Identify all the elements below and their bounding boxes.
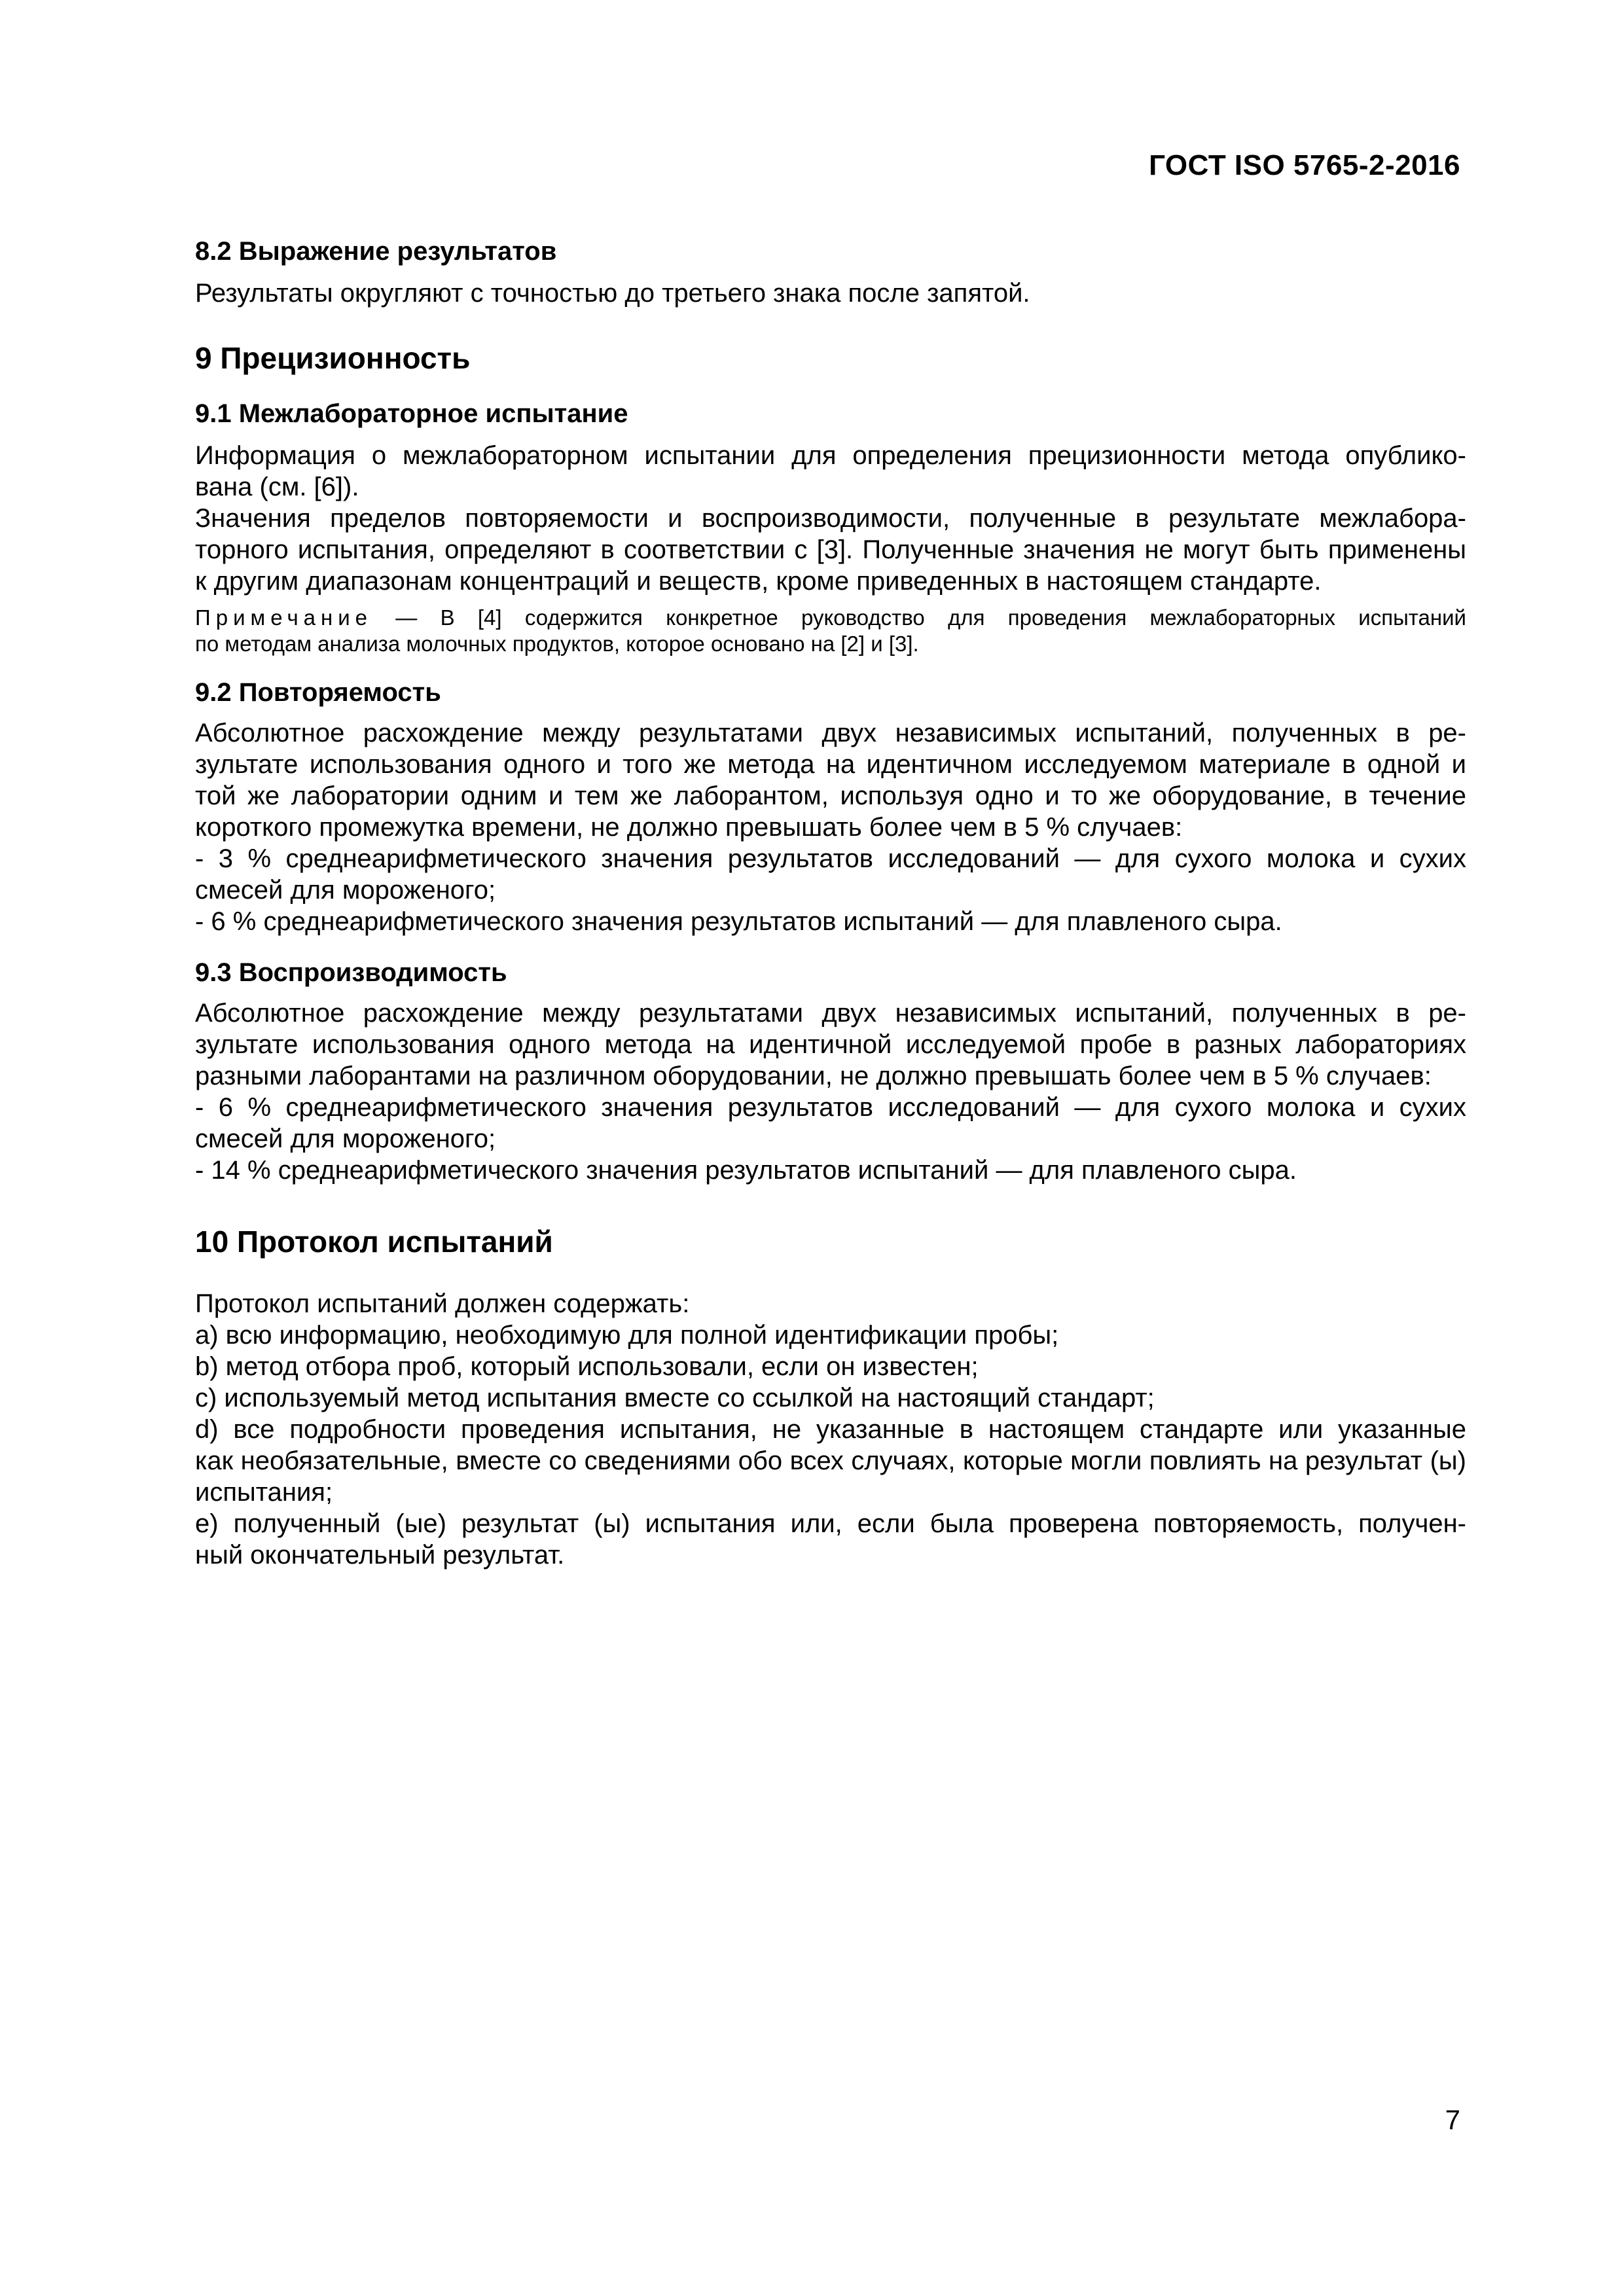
note-line xyxy=(195,605,1466,631)
text-line: смесей для мороженого; xyxy=(195,876,496,905)
page-number: 7 xyxy=(1445,2104,1460,2135)
text-line: к другим диапазонам концентраций и веществ, кроме приведенных в настоящем стандарте. xyxy=(195,567,1322,596)
protocol-item-c: с) используемый метод испытания вместе со ссылкой на настоящий стандарт; xyxy=(195,1384,1155,1412)
note-label: Примечание xyxy=(195,605,373,630)
text-line: - 3 % среднеарифметического значения результатов исследований — для сухого молока и сухих xyxy=(195,844,1466,873)
paragraph-8-2: Результаты округляют с точностью до третьего знака после запятой. xyxy=(195,279,1030,308)
text-line: как необязательные, вместе со сведениями обо всех случаях, которые могли повлиять на результат (ы) xyxy=(195,1446,1466,1475)
heading-9-3: 9.3 Воспроизводимость xyxy=(195,958,507,987)
list-item-9-2-1 xyxy=(195,843,1466,906)
note-text: — В [4] содержится конкретное руководство для проведения межлабораторных испытаний xyxy=(372,605,1466,630)
text-line: ный окончательный результат. xyxy=(195,1541,565,1570)
note-9-1 xyxy=(195,605,1466,657)
heading-10: 10 Протокол испытаний xyxy=(195,1225,553,1259)
text-line: Абсолютное расхождение между результатами двух независимых испытаний, полученных в ре- xyxy=(195,999,1466,1028)
paragraph-9-1-info xyxy=(195,440,1466,503)
paragraph-9-3 xyxy=(195,997,1466,1092)
protocol-item-e xyxy=(195,1508,1466,1571)
text-line: испытания; xyxy=(195,1478,333,1507)
heading-9-2: 9.2 Повторяемость xyxy=(195,678,441,707)
text-line: зультате использования одного и того же метода на идентичном исследуемом материале в одной и xyxy=(195,750,1466,779)
text-line: торного испытания, определяют в соответствии с [3]. Полученные значения не могут быть применены xyxy=(195,535,1466,564)
text-line: Информация о межлабораторном испытании для определения прецизионности метода опублико- xyxy=(195,441,1466,470)
list-item-9-3-2: - 14 % среднеарифметического значения результатов испытаний — для плавленого сыра. xyxy=(195,1156,1297,1185)
text-line: разными лаборантами на различном оборудовании, не должно превышать более чем в 5 % случаев: xyxy=(195,1062,1432,1090)
text-line: е) полученный (ые) результат (ы) испытания или, если была проверена повторяемость, получен- xyxy=(195,1509,1466,1538)
protocol-item-b: b) метод отбора проб, который использовали, если он известен; xyxy=(195,1352,979,1381)
text-line: вана (см. [6]). xyxy=(195,473,359,501)
page-content xyxy=(195,236,1466,1571)
text-line: d) все подробности проведения испытания, не указанные в настоящем стандарте или указанные xyxy=(195,1415,1466,1444)
document-code: ГОСТ ISO 5765-2-2016 xyxy=(1149,149,1460,181)
protocol-item-a: а) всю информацию, необходимую для полной идентификации пробы; xyxy=(195,1321,1059,1350)
note-line: по методам анализа молочных продуктов, которое основано на [2] и [3]. xyxy=(195,632,919,656)
paragraph-9-1-limits xyxy=(195,503,1466,597)
heading-9-1: 9.1 Межлабораторное испытание xyxy=(195,399,628,428)
text-line: Абсолютное расхождение между результатами двух независимых испытаний, полученных в ре- xyxy=(195,719,1466,747)
protocol-item-d xyxy=(195,1414,1466,1508)
paragraph-9-2 xyxy=(195,717,1466,843)
text-line: Значения пределов повторяемости и воспроизводимости, полученные в результате межлабора- xyxy=(195,504,1466,533)
heading-9: 9 Прецизионность xyxy=(195,341,471,375)
text-line: той же лаборатории одним и тем же лаборантом, используя одно и то же оборудование, в течение xyxy=(195,781,1466,810)
text-line: короткого промежутка времени, не должно превышать более чем в 5 % случаев: xyxy=(195,813,1183,842)
text-line: зультате использования одного метода на идентичной исследуемой пробе в разных лабораториях xyxy=(195,1030,1466,1059)
text-line: смесей для мороженого; xyxy=(195,1124,496,1153)
list-item-9-3-1 xyxy=(195,1092,1466,1155)
protocol-intro: Протокол испытаний должен содержать: xyxy=(195,1289,690,1318)
text-line: - 6 % среднеарифметического значения результатов исследований — для сухого молока и сухих xyxy=(195,1093,1466,1122)
heading-8-2: 8.2 Выражение результатов xyxy=(195,237,557,266)
list-item-9-2-2: - 6 % среднеарифметического значения результатов испытаний — для плавленого сыра. xyxy=(195,907,1282,936)
